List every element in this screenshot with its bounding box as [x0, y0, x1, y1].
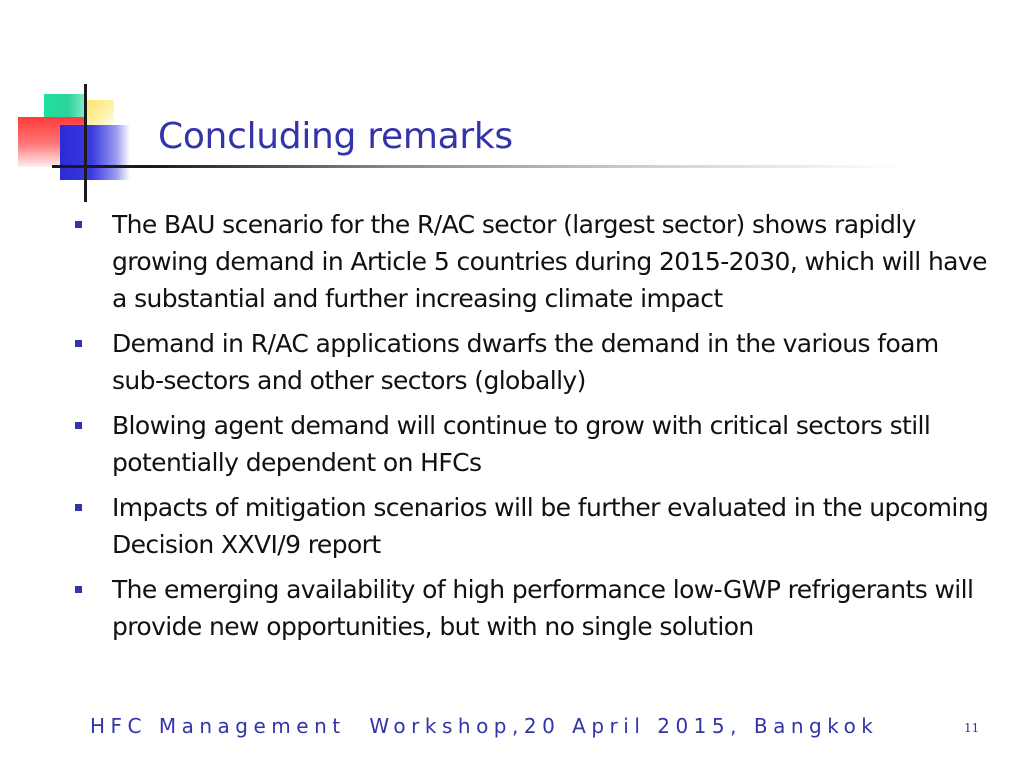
bullet-item: [72, 489, 992, 563]
square-bullet-icon: [75, 221, 82, 228]
bullet-text: Impacts of mitigation scenarios will be further evaluated in the upcoming Decision XXVI/9 report: [112, 493, 989, 559]
decorative-logo-icon: [0, 0, 200, 210]
page-number: 11: [964, 721, 980, 735]
bullet-text: The BAU scenario for the R/AC sector (largest sector) shows rapidly growing demand in Article 5 countries during 2015-2030, which will have a substantial and further increasing climate impact: [112, 210, 987, 313]
slide-title: Concluding remarks: [158, 116, 513, 157]
footer-text: HFC Management Workshop,20 April 2015, Bangkok: [90, 714, 879, 738]
bullet-text: Blowing agent demand will continue to grow with critical sectors still potentially dependent on HFCs: [112, 411, 931, 477]
square-bullet-icon: [75, 340, 82, 347]
bullet-item: [72, 571, 992, 645]
bullet-list: [72, 206, 992, 653]
square-bullet-icon: [75, 422, 82, 429]
bullet-text: The emerging availability of high performance low-GWP refrigerants will provide new opportunities, but with no single solution: [112, 575, 974, 641]
square-bullet-icon: [75, 586, 82, 593]
logo-blue-square: [60, 125, 130, 180]
bullet-item: [72, 206, 992, 317]
logo-vertical-line: [84, 84, 87, 202]
bullet-item: [72, 407, 992, 481]
title-divider: [52, 165, 902, 168]
square-bullet-icon: [75, 504, 82, 511]
bullet-item: [72, 325, 992, 399]
bullet-text: Demand in R/AC applications dwarfs the demand in the various foam sub-sectors and other sectors (globally): [112, 329, 939, 395]
